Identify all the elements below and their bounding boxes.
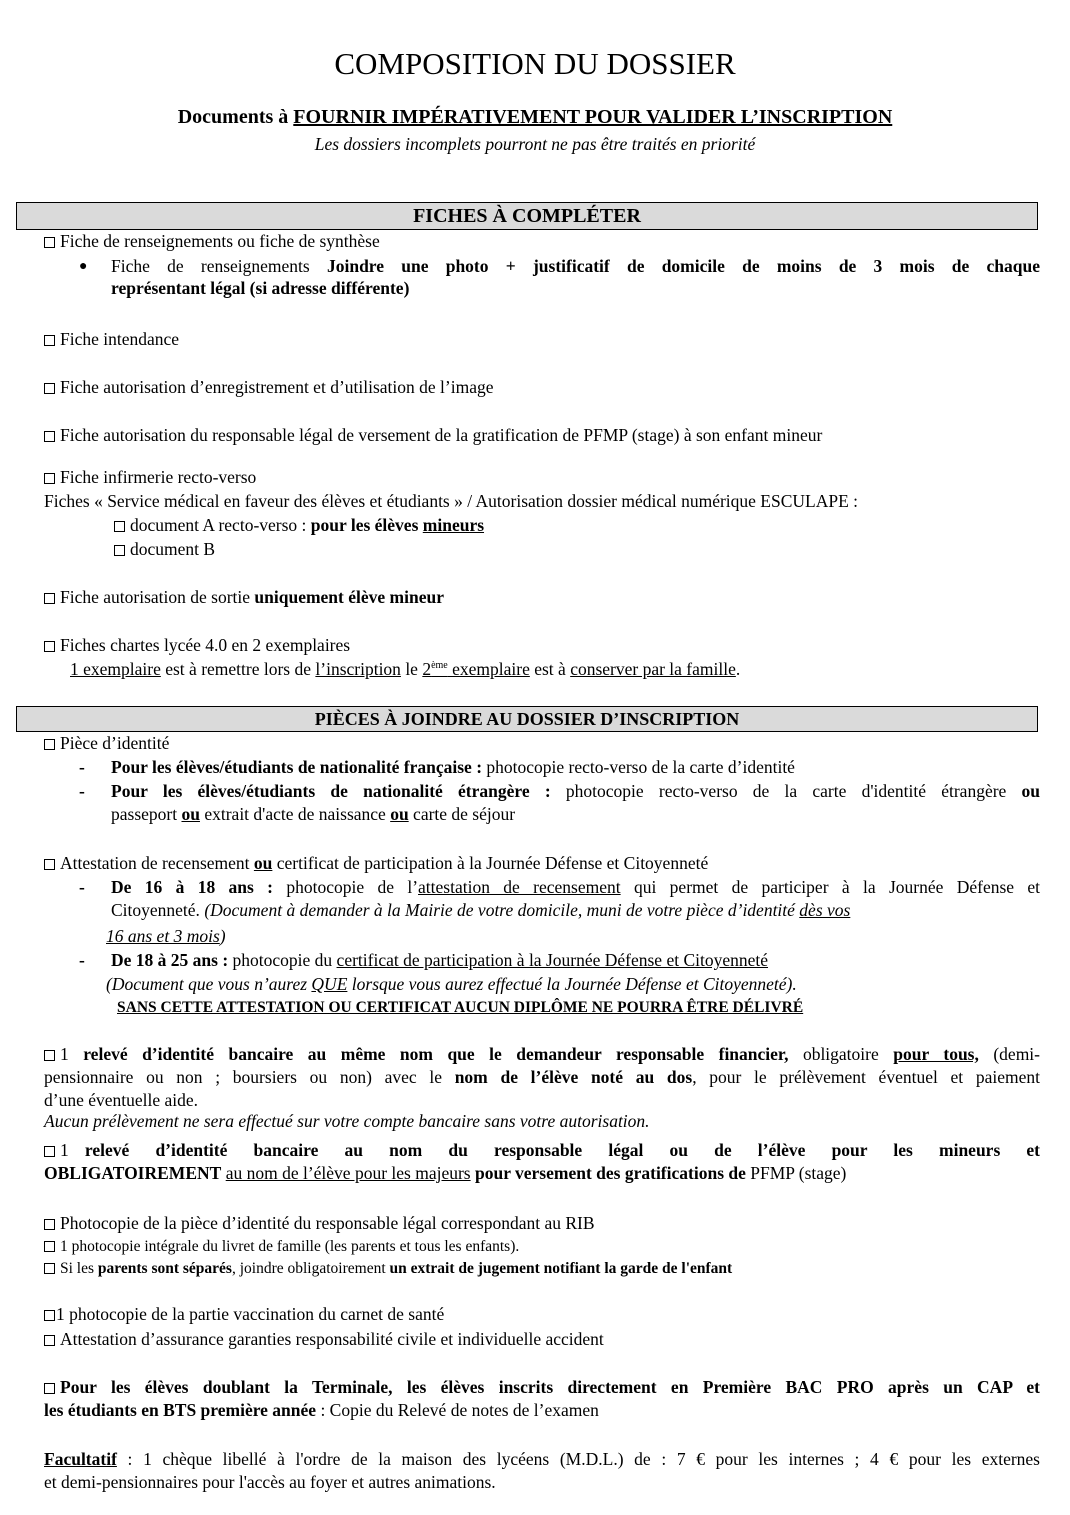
detail-bold: Joindre une photo + justificatif de domicile de moins de 3 mois de chaque — [326, 256, 1040, 276]
checkbox[interactable] — [44, 859, 55, 870]
item-label: document A recto-verso : — [130, 515, 311, 535]
text: Si les — [60, 1260, 98, 1277]
text-bold: Pour les élèves doublant la Terminale, les élèves inscrits directement en Première BAC PRO après un CAP et — [60, 1377, 1040, 1397]
item-label: Fiche intendance — [60, 329, 180, 349]
text-bold: ou — [1021, 781, 1041, 801]
text-bold-u: Facultatif — [44, 1449, 117, 1469]
checkbox[interactable] — [44, 383, 55, 394]
item-doublant — [44, 1377, 1040, 1421]
checkbox[interactable] — [44, 739, 55, 750]
checkbox[interactable] — [44, 1263, 55, 1274]
text: qui permet de participer à la Journée Défense et — [620, 877, 1041, 897]
item-label: Fiche autorisation du responsable légal de versement de la gratification de PFMP (stage) à son enfant mineur — [60, 425, 823, 445]
item-document-b — [114, 539, 215, 560]
item-bold: uniquement élève mineur — [254, 587, 444, 607]
item-assurance — [44, 1329, 604, 1350]
renseignements-detail — [111, 256, 1040, 299]
item-fiche-renseignements — [44, 231, 380, 252]
text: photocopie du — [228, 950, 337, 970]
identite-etrangere — [111, 781, 1040, 825]
text-italic: Aucun prélèvement ne sera effectué sur votre compte bancaire sans votre autorisation. — [44, 1111, 650, 1131]
item-label: 1 photocopie intégrale du livret de famille (les parents et tous les enfants). — [60, 1238, 520, 1255]
checkbox[interactable] — [114, 545, 125, 556]
text: d’une éventuelle aide. — [44, 1090, 199, 1110]
item-fiche-gratification — [44, 425, 822, 446]
text: certificat de participation à la Journée Défense et Citoyenneté — [272, 853, 709, 873]
text: passeport — [111, 804, 182, 824]
text: extrait d'acte de naissance — [199, 804, 391, 824]
documents-prefix: Documents à — [177, 106, 294, 128]
incomplete-note: Les dossiers incomplets pourront ne pas être traités en priorité — [314, 134, 756, 154]
text-bold: De 18 à 25 ans : — [111, 950, 229, 970]
recensement-18-25-note — [106, 974, 797, 995]
checkbox[interactable] — [44, 1335, 55, 1346]
diploma-warning: SANS CETTE ATTESTATION OU CERTIFICAT AUCUN DIPLÔME NE POURRA ÊTRE DÉLIVRÉ — [117, 999, 804, 1016]
text-bold: parents sont séparés — [97, 1260, 232, 1277]
text-bold: Pour les élèves/étudiants de nationalité française : — [111, 757, 483, 777]
text: photocopie recto-verso de la carte d’identité — [482, 757, 795, 777]
checkbox[interactable] — [44, 473, 55, 484]
item-label: Fiche de renseignements ou fiche de synthèse — [60, 231, 380, 251]
item-label: Photocopie de la pièce d’identité du responsable légal correspondant au RIB — [60, 1213, 595, 1233]
text-italic: lorsque vous aurez effectué la Journée Défense et Citoyenneté). — [347, 974, 797, 994]
text: et demi-pensionnaires pour l'accès au foyer et autres animations. — [44, 1472, 496, 1492]
text-bold-u: ou — [181, 804, 200, 824]
documents-emphasis: FOURNIR IMPÉRATIVEMENT POUR VALIDER L’INSCRIPTION — [293, 106, 893, 128]
text-italic: (Document à demander à la Mairie de votre domicile, muni de votre pièce d’identité — [204, 900, 800, 920]
item-piece-identite — [44, 733, 169, 754]
checkbox[interactable] — [44, 593, 55, 604]
text: . — [735, 659, 741, 679]
item-parents-separes — [44, 1260, 732, 1278]
text-bold: les étudiants en BTS première année — [44, 1400, 317, 1420]
text: : 1 chèque libellé à l'ordre de la maison des lycéens (M.D.L.) de : 7 € pour les internes ; 4 € pour les externes — [116, 1449, 1040, 1469]
item-fiches-chartes — [44, 635, 350, 656]
text-bold-u: ou — [390, 804, 409, 824]
text: Citoyenneté. — [111, 900, 205, 920]
text-u: au nom de l’élève pour les majeurs — [225, 1163, 471, 1183]
text: , joindre obligatoirement — [231, 1260, 390, 1277]
checkbox[interactable] — [44, 1383, 55, 1394]
chartes-instructions — [70, 659, 740, 680]
text-bold: pour versement des gratifications de — [474, 1163, 746, 1183]
item-bold-underlined: mineurs — [422, 515, 485, 535]
item-label: document B — [130, 539, 216, 559]
text-bold: De 16 à 18 ans : — [111, 877, 274, 897]
text: photocopie recto-verso de la carte d'identité étrangère — [550, 781, 1022, 801]
checkbox[interactable] — [44, 1310, 55, 1321]
text-italic-u: QUE — [311, 974, 348, 994]
item-rib-2 — [44, 1140, 1040, 1184]
item-label: Fiche infirmerie recto-verso — [60, 467, 257, 487]
text-italic-u: dès vos — [799, 900, 851, 920]
recensement-18-25 — [111, 950, 768, 971]
recensement-16-18-end — [106, 926, 226, 947]
text: carte de séjour — [408, 804, 516, 824]
checkbox[interactable] — [44, 431, 55, 442]
item-bold: pour les élèves — [310, 515, 423, 535]
text-bold-u: pour tous, — [893, 1044, 979, 1064]
item-label: Fiches chartes lycée 4.0 en 2 exemplaires — [60, 635, 351, 655]
superscript: ème — [431, 660, 448, 672]
section-heading-fiches: FICHES À COMPLÉTER — [16, 202, 1038, 230]
text: obligatoire — [788, 1044, 894, 1064]
checkbox[interactable] — [114, 521, 125, 532]
checkbox[interactable] — [44, 335, 55, 346]
item-document-a — [114, 515, 484, 536]
section-heading-pieces: PIÈCES À JOINDRE AU DOSSIER D’INSCRIPTION — [16, 706, 1038, 732]
text: Attestation de recensement — [60, 853, 254, 873]
text: pensionnaire ou non ; boursiers ou non) avec le — [44, 1067, 455, 1087]
detail-bold-2: représentant légal (si adresse différente) — [111, 278, 410, 298]
text: est à — [529, 659, 571, 679]
identite-francaise — [111, 757, 795, 778]
documents-requirement — [0, 106, 1070, 129]
text-u — [422, 659, 530, 679]
text: : Copie du Relevé de notes de l’examen — [316, 1400, 599, 1420]
detail-prefix: Fiche de renseignements — [111, 256, 327, 276]
text: 1 — [60, 1140, 85, 1160]
text: PFMP (stage) — [745, 1163, 847, 1183]
item-recensement — [44, 853, 708, 874]
text-bold: relevé d’identité bancaire au nom du responsable légal ou de l’élève pour les mineurs et — [84, 1140, 1041, 1160]
dash-marker: - — [79, 757, 85, 777]
item-livret-famille — [44, 1238, 519, 1256]
text: 2 — [422, 659, 432, 679]
text: le — [400, 659, 423, 679]
text-italic: ) — [219, 926, 226, 946]
item-rib-1 — [44, 1044, 1040, 1132]
text-bold-u: ou — [253, 853, 273, 873]
bullet-icon: ● — [79, 259, 88, 274]
page-title: COMPOSITION DU DOSSIER — [334, 46, 736, 81]
dash-marker: - — [79, 950, 85, 970]
text: exemplaire — [447, 659, 530, 679]
item-fiche-intendance — [44, 329, 179, 350]
text: est à remettre lors de — [160, 659, 316, 679]
text: (demi- — [978, 1044, 1040, 1064]
checkbox[interactable] — [44, 1219, 55, 1230]
item-piece-responsable — [44, 1213, 595, 1234]
item-facultatif — [44, 1449, 1040, 1493]
text-u: 1 exemplaire — [70, 659, 161, 679]
text-italic: (Document que vous n’aurez — [106, 974, 312, 994]
text: , pour le prélèvement éventuel et paiement — [692, 1067, 1040, 1087]
item-fiche-infirmerie — [44, 467, 256, 488]
checkbox[interactable] — [44, 1050, 55, 1061]
text-bold: OBLIGATOIREMENT — [44, 1163, 222, 1183]
dash-marker: - — [79, 877, 85, 897]
item-fiche-image — [44, 377, 493, 398]
text-u: l’inscription — [315, 659, 401, 679]
checkbox[interactable] — [44, 237, 55, 248]
item-label: Fiche autorisation de sortie — [60, 587, 255, 607]
item-label: Pièce d’identité — [60, 733, 170, 753]
dash-marker: - — [79, 781, 85, 801]
text: 1 — [60, 1044, 84, 1064]
recensement-16-18 — [111, 877, 1040, 921]
item-fiche-sortie — [44, 587, 444, 608]
text-u: attestation de recensement — [418, 877, 621, 897]
checkbox[interactable] — [44, 1146, 55, 1157]
text-u: certificat de participation à la Journée Défense et Citoyenneté — [336, 950, 769, 970]
text-u: conserver par la famille — [570, 659, 736, 679]
item-label: 1 photocopie de la partie vaccination du carnet de santé — [56, 1304, 445, 1324]
checkbox[interactable] — [44, 1241, 55, 1252]
medical-service-text: Fiches « Service médical en faveur des élèves et étudiants » / Autorisation dossier médical numérique ESCULAPE : — [44, 491, 859, 511]
text-bold: Pour les élèves/étudiants de nationalité étrangère : — [111, 781, 551, 801]
text: photocopie de l’ — [273, 877, 419, 897]
checkbox[interactable] — [44, 641, 55, 652]
item-label: Attestation d’assurance garanties responsabilité civile et individuelle accident — [60, 1329, 604, 1349]
text-italic-u: 16 ans et 3 mois — [106, 926, 220, 946]
item-vaccination — [44, 1304, 444, 1325]
item-label: Fiche autorisation d’enregistrement et d’utilisation de l’image — [60, 377, 494, 397]
text-bold: nom de l’élève noté au dos — [454, 1067, 693, 1087]
text-bold: relevé d’identité bancaire au même nom que le demandeur responsable financier, — [83, 1044, 789, 1064]
text-bold: un extrait de jugement notifiant la garde de l'enfant — [389, 1260, 733, 1277]
